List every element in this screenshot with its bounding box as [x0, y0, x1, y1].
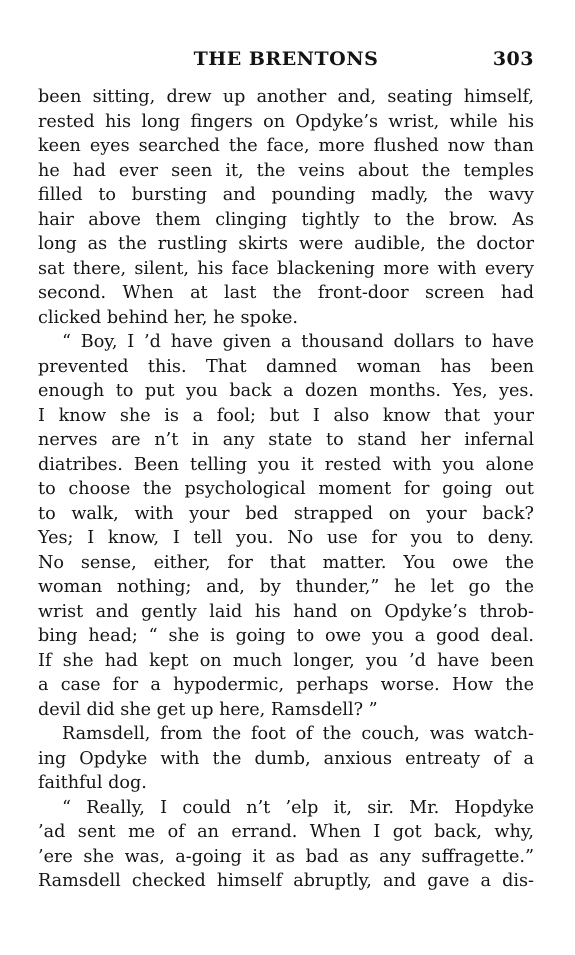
page-number: 303	[492, 48, 534, 70]
text-line: I know she is a fool; but I also know that your	[38, 405, 534, 426]
text-line: ing Opdyke with the dumb, anxious entreaty of a	[38, 748, 534, 769]
text-line: If she had kept on much longer, you ’d have been	[38, 650, 534, 671]
text-line: nerves are n’t in any state to stand her infernal	[38, 430, 534, 450]
running-head	[38, 48, 534, 78]
text-line: to walk, with your bed strapped on your back?	[38, 503, 534, 524]
text-line: bing head; “ she is going to owe you a good deal.	[38, 626, 534, 646]
text-line: ’ad sent me of an errand. When I got back, why,	[38, 822, 534, 842]
text-line: filled to bursting and pounding madly, the wavy	[38, 185, 534, 205]
text-line: faithful dog.	[38, 773, 147, 793]
text-line: been sitting, drew up another and, seating himself,	[38, 87, 534, 107]
book-page	[38, 48, 534, 894]
text-line: woman nothing; and, by thunder,” he let go the	[38, 577, 534, 597]
text-line: devil did she get up here, Ramsdell? ”	[38, 699, 378, 720]
text-line: Ramsdell, from the foot of the couch, was watch-	[62, 724, 534, 744]
running-title: THE BRENTONS	[193, 48, 379, 70]
text-line: clicked behind her, he spoke.	[38, 307, 298, 328]
text-line: a case for a hypodermic, perhaps worse. How the	[38, 675, 534, 695]
text-line: Yes; I know, I tell you. No use for you to deny.	[38, 528, 534, 548]
text-line: ’ere she was, a-going it as bad as any suffragette.”	[38, 846, 534, 867]
text-line: Ramsdell checked himself abruptly, and gave a dis-	[38, 871, 534, 891]
text-line: wrist and gently laid his hand on Opdyke’s throb-	[38, 601, 534, 622]
text-line: to choose the psychological moment for going out	[38, 479, 534, 499]
text-line: keen eyes searched the face, more flushed now than	[38, 136, 534, 156]
text-line: hair above them clinging tightly to the brow. As	[38, 209, 534, 230]
text-line: he had ever seen it, the veins about the temples	[38, 160, 534, 181]
text-line: sat there, silent, his face blackening more with every	[38, 258, 534, 279]
body-text	[38, 85, 534, 894]
text-line: enough to put you back a dozen months. Yes, yes.	[38, 381, 534, 401]
text-line: “ Boy, I ’d have given a thousand dollars to have	[62, 332, 534, 352]
text-line: prevented this. That damned woman has been	[38, 356, 534, 377]
text-line: No sense, either, for that matter. You owe the	[38, 552, 534, 573]
text-line: diatribes. Been telling you it rested with you alone	[38, 454, 534, 475]
text-line: rested his long fingers on Opdyke’s wrist, while his	[38, 111, 534, 132]
text-line: long as the rustling skirts were audible, the doctor	[38, 234, 534, 254]
text-line: second. When at last the front-door screen had	[38, 283, 534, 303]
text-line: “ Really, I could n’t ’elp it, sir. Mr. Hopdyke	[62, 797, 534, 818]
